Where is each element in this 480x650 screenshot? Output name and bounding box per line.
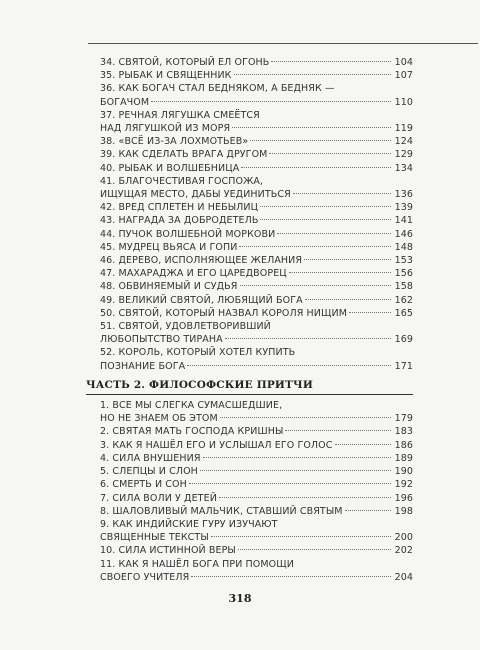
toc-entry-page: 107 [394,70,413,82]
toc-entry [100,425,413,438]
toc-entry-line [100,531,413,544]
toc-entry-page: 148 [394,241,413,253]
toc-entry [100,439,413,452]
dot-leader [285,430,391,431]
toc-entry-title: 5. СЛЕПЦЫ И СЛОН [100,466,198,478]
toc-entry-line [100,465,413,478]
toc-entry-title: 34. СВЯТОЙ, КОТОРЫЙ ЕЛ ОГОНЬ [100,57,270,68]
toc-entry-line [100,162,413,175]
toc-entry-page: 110 [394,96,413,108]
toc-entry-title: 42. ВРЕД СПЛЕТЕН И НЕБЫЛИЦ [100,202,259,214]
dot-leader [151,101,391,102]
toc-entry [100,175,413,201]
toc-entry-line [100,148,413,161]
dot-leader [335,444,392,445]
toc-entry-page: 198 [394,505,413,517]
toc-entry-page: 129 [394,149,413,161]
toc-entry-page: 104 [394,57,413,68]
toc-entry-title: 8. ШАЛОВЛИВЫЙ МАЛЬЧИК, СТАВШИЙ СВЯТЫМ [100,505,343,517]
toc-entry-line [100,505,413,518]
toc-entry-line [100,175,413,188]
toc-entry-page: 169 [394,334,413,346]
toc-entry-title: БОГАЧОМ [100,96,150,108]
toc-entry-line [100,544,413,557]
toc-entry-title: 7. СИЛА ВОЛИ У ДЕТЕЙ [100,492,217,504]
toc-entry-title: 9. КАК ИНДИЙСКИЕ ГУРУ ИЗУЧАЮТ [100,518,278,530]
toc-entry [100,399,413,425]
dot-leader [260,206,391,207]
toc-entry-line [100,82,413,95]
toc-entry-title: 41. БЛАГОЧЕСТИВАЯ ГОСПОЖА, [100,175,264,187]
toc-entry-line [100,267,413,280]
dot-leader [189,483,391,484]
dot-leader [187,365,391,366]
toc-entry-page: 156 [394,268,413,280]
toc-entry [100,505,413,518]
toc-entry-line [100,399,413,412]
toc-entry-title: 48. ОБВИНЯЕМЫЙ И СУДЬЯ [100,281,238,293]
toc-entry [100,280,413,293]
dot-leader [211,536,391,537]
toc-entry-title: СВЯЩЕННЫЕ ТЕКСТЫ [100,532,209,544]
toc-entry [100,228,413,241]
dot-leader [240,285,392,286]
toc-entry-line [100,518,413,531]
dot-leader [191,576,391,577]
toc-entry-page: 190 [394,466,413,478]
toc-entry-title: 43. НАГРАДА ЗА ДОБРОДЕТЕЛЬ [100,215,259,227]
dot-leader [203,457,391,458]
toc-entry-line [100,320,413,333]
toc-entry-title: 2. СВЯТАЯ МАТЬ ГОСПОДА КРИШНЫ [100,426,284,438]
section-rule [86,394,413,395]
toc-entry-line [100,478,413,491]
toc-entry-page: 192 [394,479,413,491]
toc-entry-page: 146 [394,228,413,240]
toc-entry [100,267,413,280]
toc-entry [100,307,413,320]
toc-entry [100,478,413,491]
dot-leader [241,167,391,168]
toc-entry-line [100,571,413,584]
toc-entry-page: 136 [394,189,413,201]
dot-leader [232,127,391,128]
toc-entry-page: 158 [394,281,413,293]
toc-entry-title: 37. РЕЧНАЯ ЛЯГУШКА СМЕЁТСЯ [100,109,260,121]
toc-part-2-list [100,399,413,584]
toc-entry-title: СВОЕГО УЧИТЕЛЯ [100,571,190,583]
toc-entry [100,346,413,372]
toc-entry-line [100,333,413,346]
toc-entry-line [100,558,413,571]
section-heading: ЧАСТЬ 2. ФИЛОСОФСКИЕ ПРИТЧИ [86,378,313,391]
dot-leader [200,470,391,471]
toc-entry [100,492,413,505]
toc-entry-line [100,294,413,307]
toc-entry-page: 119 [394,123,413,135]
toc-entry-line [100,412,413,425]
toc-entry-line [100,122,413,135]
toc-entry-title: ПОЗНАНИЕ БОГА [100,360,186,372]
dot-leader [305,299,391,300]
toc-entry-title: 38. «ВСЁ ИЗ-ЗА ЛОХМОТЬЕВ» [100,136,249,148]
toc-entry-page: 171 [394,360,413,372]
toc-entry-title: 50. СВЯТОЙ, КОТОРЫЙ НАЗВАЛ КОРОЛЯ НИЩИМ [100,307,347,319]
toc-entry-page: 165 [394,307,413,319]
toc-entry-title: 4. СИЛА ВНУШЕНИЯ [100,452,201,464]
toc-entry-title: ИЩУЩАЯ МЕСТО, ДАБЫ УЕДИНИТЬСЯ [100,189,291,201]
toc-entry-line [100,492,413,505]
toc-entry-line [100,228,413,241]
toc-entry [100,162,413,175]
dot-leader [289,272,391,273]
toc-entry-title: 45. МУДРЕЦ ВЬЯСА И ГОПИ [100,241,238,253]
toc-entry-line [100,201,413,214]
toc-entry [100,109,413,135]
toc-entry-title: 52. КОРОЛЬ, КОТОРЫЙ ХОТЕЛ КУПИТЬ [100,347,296,359]
toc-entry-line [100,188,413,201]
toc-entry-title: 36. КАК БОГАЧ СТАЛ БЕДНЯКОМ, А БЕДНЯК — [100,83,335,95]
toc-entry-title: 49. ВЕЛИКИЙ СВЯТОЙ, ЛЮБЯЩИЙ БОГА [100,294,303,306]
toc-entry-line [100,307,413,320]
toc-entry-title: 51. СВЯТОЙ, УДОВЛЕТВОРИВШИЙ [100,321,271,333]
toc-entry-line [100,360,413,373]
dot-leader [239,246,391,247]
dot-leader [277,233,391,234]
toc-entry-page: 141 [394,215,413,227]
dot-leader [304,259,391,260]
toc-entry-page: 186 [394,439,413,451]
toc-entry [100,320,413,346]
dot-leader [260,219,391,220]
toc-entry-page: 162 [394,294,413,306]
toc-entry [100,69,413,82]
toc-entry [100,201,413,214]
toc-entry-line [100,280,413,293]
toc-entry-line [100,214,413,227]
toc-entry-page: 139 [394,202,413,214]
dot-leader [234,74,391,75]
dot-leader [349,312,391,313]
header-rule [88,43,478,44]
toc-entry-title: 47. МАХАРАДЖА И ЕГО ЦАРЕДВОРЕЦ [100,268,287,280]
toc-entry-title: 6. СМЕРТЬ И СОН [100,479,187,491]
dot-leader [220,417,391,418]
toc-entry [100,214,413,227]
toc-entry [100,518,413,544]
toc-entry-title: 39. КАК СДЕЛАТЬ ВРАГА ДРУГОМ [100,149,268,161]
toc-entry-page: 124 [394,136,413,148]
page-number: 318 [228,592,252,605]
dot-leader [250,140,391,141]
toc-entry-page: 134 [394,162,413,174]
dot-leader [238,549,391,550]
toc-entry [100,544,413,557]
toc-entry [100,254,413,267]
toc-part-1-list [100,56,413,373]
toc-entry [100,294,413,307]
toc-entry-line [100,425,413,438]
toc-entry-title: 10. СИЛА ИСТИННОЙ ВЕРЫ [100,545,236,557]
toc-entry [100,465,413,478]
toc-entry-title: 46. ДЕРЕВО, ИСПОЛНЯЮЩЕЕ ЖЕЛАНИЯ [100,255,303,267]
toc-entry-page: 189 [394,452,413,464]
toc-entry-title: НАД ЛЯГУШКОЙ ИЗ МОРЯ [100,123,231,135]
toc-entry-page: 179 [394,413,413,425]
toc-entry-title: 1. ВСЕ МЫ СЛЕГКА СУМАСШЕДШИЕ, [100,400,283,412]
toc-entry-page: 183 [394,426,413,438]
toc-entry-line [100,135,413,148]
toc-entry [100,82,413,108]
toc-entry [100,148,413,161]
toc-entry-line [100,56,413,69]
toc-entry-line [100,109,413,122]
toc-entry-line [100,96,413,109]
toc-entry [100,558,413,584]
toc-entry-line [100,69,413,82]
toc-entry-line [100,241,413,254]
toc-entry [100,452,413,465]
dot-leader [345,510,391,511]
dot-leader [293,193,391,194]
toc-entry-title: НО НЕ ЗНАЕМ ОБ ЭТОМ [100,413,218,425]
dot-leader [219,497,391,498]
toc-entry [100,241,413,254]
toc-entry-page: 153 [394,255,413,267]
toc-entry [100,56,413,69]
toc-entry-line [100,254,413,267]
toc-entry-page: 204 [394,571,413,583]
toc-entry-page: 200 [394,532,413,544]
toc-entry-title: 11. КАК Я НАШЁЛ БОГА ПРИ ПОМОЩИ [100,558,294,570]
toc-entry [100,135,413,148]
toc-entry-line [100,346,413,359]
table-of-contents [86,56,413,584]
toc-entry-title: ЛЮБОПЫТСТВО ТИРАНА [100,334,223,346]
toc-entry-title: 35. РЫБАК И СВЯЩЕННИК [100,70,232,82]
toc-entry-line [100,452,413,465]
dot-leader [269,153,391,154]
toc-entry-title: 40. РЫБАК И ВОЛШЕБНИЦА [100,162,240,174]
toc-entry-title: 44. ПУЧОК ВОЛШЕБНОЙ МОРКОВИ [100,228,276,240]
dot-leader [225,338,391,339]
toc-entry-line [100,439,413,452]
toc-entry-page: 196 [394,492,413,504]
toc-entry-page: 202 [394,545,413,557]
toc-entry-title: 3. КАК Я НАШЁЛ ЕГО И УСЛЫШАЛ ЕГО ГОЛОС [100,439,333,451]
dot-leader [271,61,391,62]
